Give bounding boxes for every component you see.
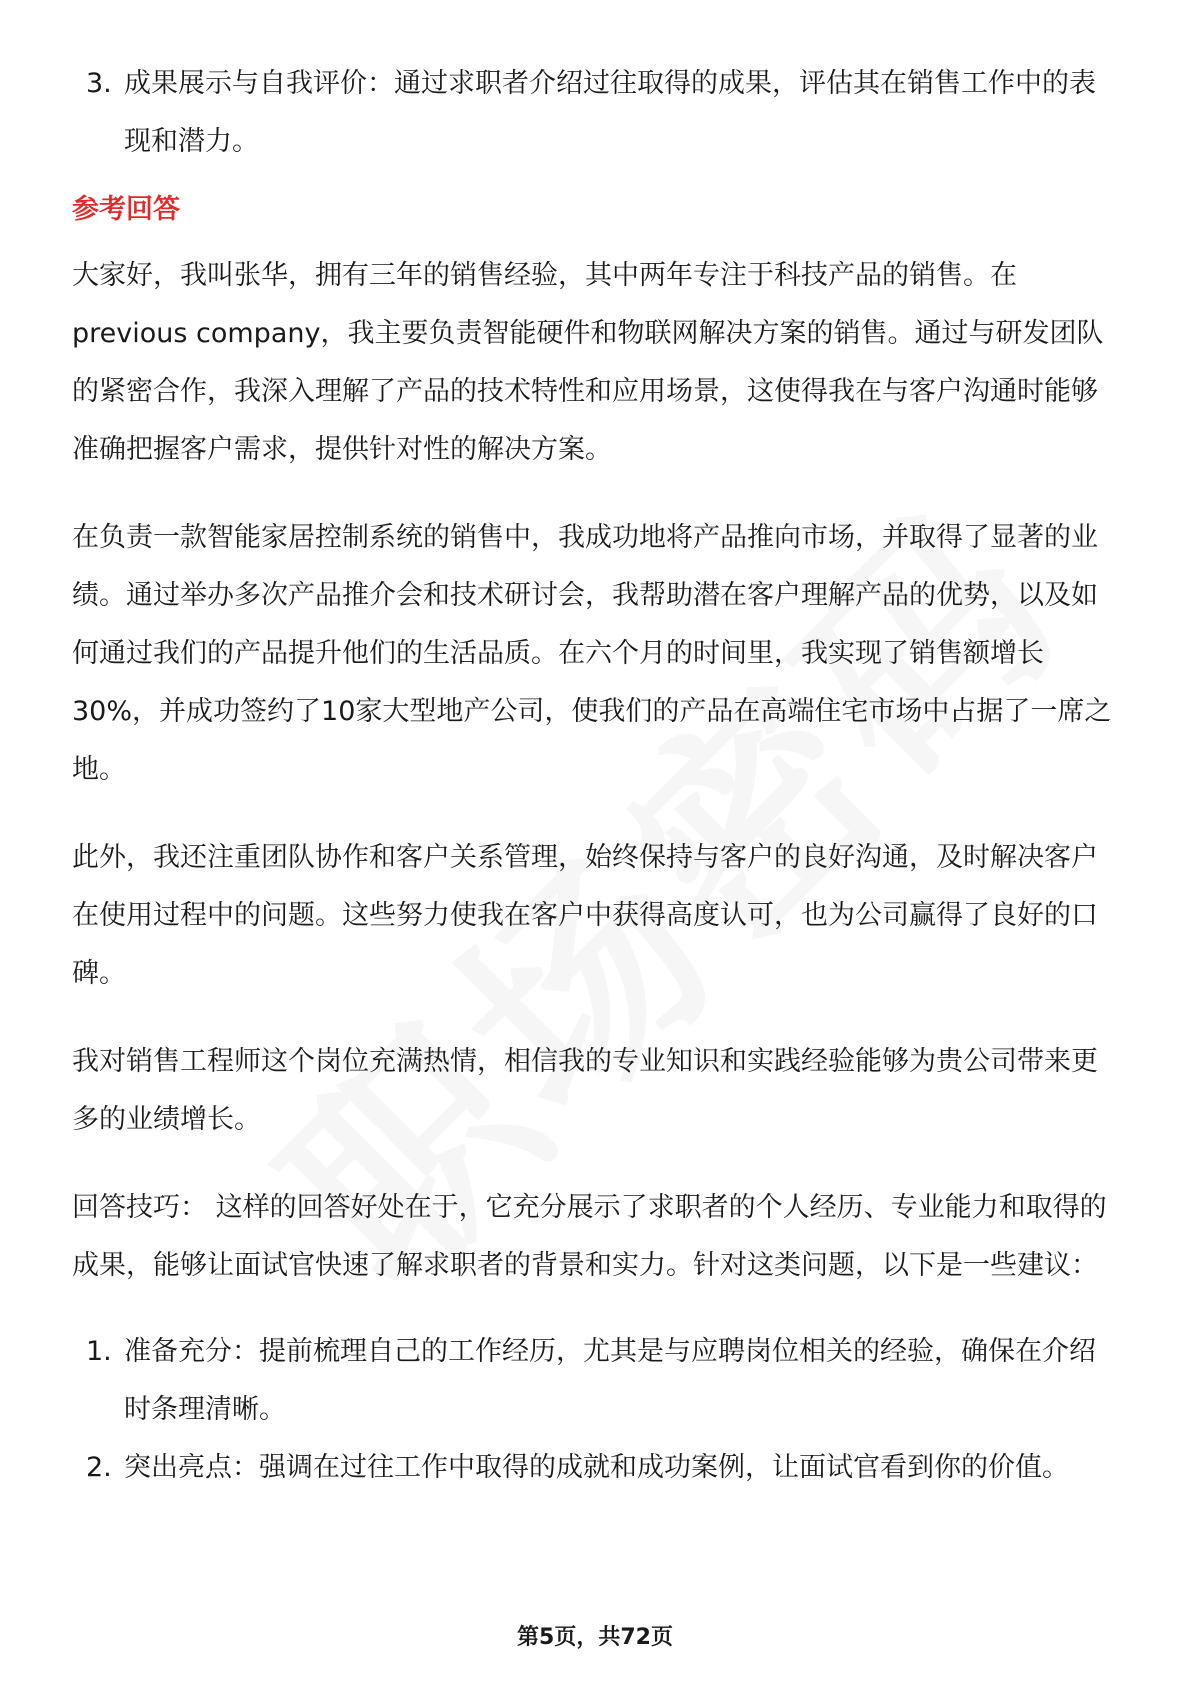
list-item-text: 成果展示与自我评价：通过求职者介绍过往取得的成果，评估其在销售工作中的表现和潜力。 <box>124 68 1096 157</box>
list-number: 2. <box>86 1452 112 1483</box>
paragraph-achievement: 在负责一款智能家居控制系统的销售中，我成功地将产品推向市场，并取得了显著的业绩。通过举办多次产品推介会和技术研讨会，我帮助潜在客户理解产品的优势，以及如何通过我们的产品提升他们的生活品质。在六个月的时间里，我实现了销售额增长30%，并成功签约了10家大型地产公司，使我们的产品在高端住宅市场中占据了一席之地。 <box>72 522 1112 785</box>
list-item-text: 突出亮点：强调在过往工作中取得的成就和成功案例，让面试官看到你的价值。 <box>124 1452 1069 1483</box>
list-number: 3. <box>86 68 112 99</box>
section-heading: 参考回答 <box>72 194 180 225</box>
page-footer: 第5页，共72页 <box>517 1625 673 1650</box>
page-content <box>72 55 1122 1497</box>
list-item-text: 准备充分：提前梳理自己的工作经历，尤其是与应聘岗位相关的经验，确保在介绍时条理清晰。 <box>124 1336 1096 1425</box>
list-item-3 <box>72 55 1122 171</box>
paragraph-teamwork: 此外，我还注重团队协作和客户关系管理，始终保持与客户的良好沟通，及时解决客户在使用过程中的问题。这些努力使我在客户中获得高度认可，也为公司赢得了良好的口碑。 <box>72 842 1098 989</box>
paragraph-intro: 大家好，我叫张华，拥有三年的销售经验，其中两年专注于科技产品的销售。在previous company，我主要负责智能硬件和物联网解决方案的销售。通过与研发团队的紧密合作，我深入理解了产品的技术特性和应用场景，这使得我在与客户沟通时能够准确把握客户需求，提供针对性的解决方案。 <box>72 260 1104 465</box>
tip-item-2 <box>72 1439 1122 1497</box>
tip-item-1 <box>72 1323 1122 1439</box>
list-number: 1. <box>86 1336 112 1367</box>
paragraph-tips-intro: 回答技巧： 这样的回答好处在于，它充分展示了求职者的个人经历、专业能力和取得的成果，能够让面试官快速了解求职者的背景和实力。针对这类问题，以下是一些建议： <box>72 1192 1107 1281</box>
paragraph-enthusiasm: 我对销售工程师这个岗位充满热情，相信我的专业知识和实践经验能够为贵公司带来更多的业绩增长。 <box>72 1046 1098 1135</box>
